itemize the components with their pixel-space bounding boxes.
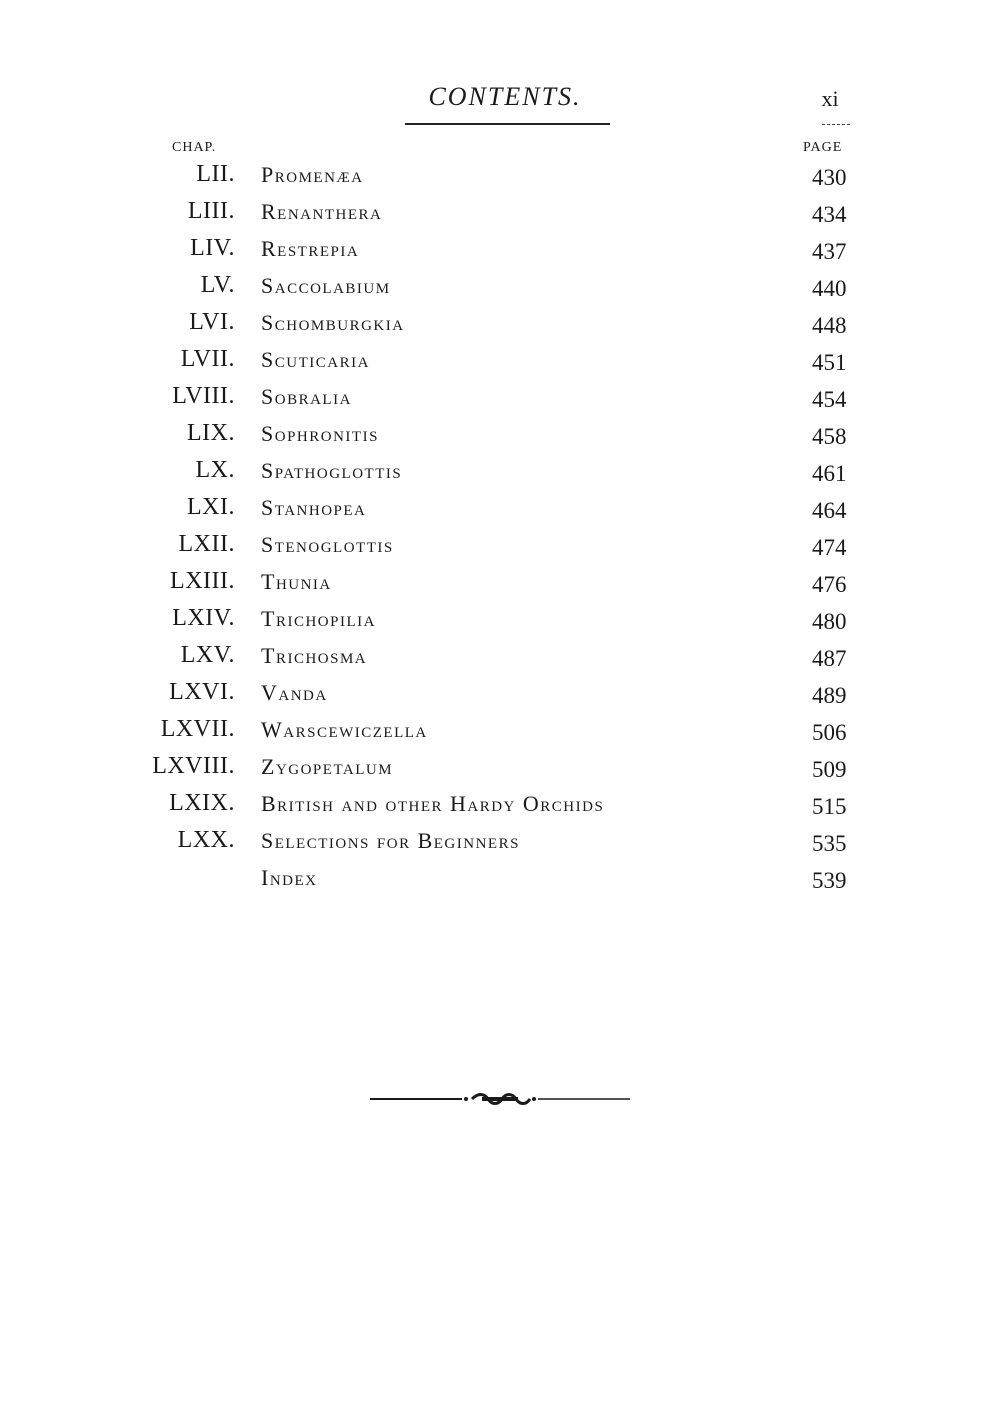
toc-row (0, 750, 1000, 787)
chapter-page: 430 (812, 165, 847, 190)
chapter-title: Saccolabium (261, 273, 391, 298)
table-of-contents (0, 158, 1000, 898)
chapter-title: Selections for Beginners (261, 828, 520, 853)
chapter-number: LVI. (189, 309, 235, 335)
toc-row (0, 565, 1000, 602)
chapter-number: LV. (200, 272, 235, 298)
toc-row (0, 454, 1000, 491)
toc-row (0, 713, 1000, 750)
chapter-title: Index (261, 865, 318, 890)
chapter-page: 434 (812, 202, 847, 227)
chapter-title: Sophronitis (261, 421, 379, 446)
chapter-title: Trichosma (261, 643, 368, 668)
chapter-page: 476 (812, 572, 847, 597)
toc-row (0, 528, 1000, 565)
chapter-title: Zygopetalum (261, 754, 394, 779)
chapter-number: LXVIII. (152, 753, 235, 779)
chapter-number: LXX. (177, 827, 235, 853)
chapter-title: Spathoglottis (261, 458, 403, 483)
chapter-page: 489 (812, 683, 847, 708)
chapter-number: LII. (196, 161, 235, 187)
page-title: CONTENTS. (428, 82, 582, 111)
toc-row (0, 269, 1000, 306)
page-number: xi (821, 86, 839, 111)
chapter-number: LXIX. (169, 790, 235, 816)
chapter-title: Scuticaria (261, 347, 370, 372)
chapter-number: LIII. (187, 198, 235, 224)
chapter-number: LVIII. (172, 383, 235, 409)
chapter-number: LVII. (180, 346, 235, 372)
chapter-page: 515 (812, 794, 847, 819)
chapter-page: 509 (812, 757, 847, 782)
toc-row (0, 417, 1000, 454)
chapter-number: LXVII. (160, 716, 235, 742)
chapter-title: Renanthera (261, 199, 383, 224)
title-underline (405, 123, 610, 125)
chapter-title: Promenæa (261, 162, 364, 187)
chapter-title: Stenoglottis (261, 532, 394, 557)
toc-row (0, 491, 1000, 528)
chapter-title: Restrepia (261, 236, 360, 261)
toc-row (0, 306, 1000, 343)
chapter-page: 458 (812, 424, 847, 449)
chapter-page: 437 (812, 239, 847, 264)
chapter-title: Schomburgkia (261, 310, 405, 335)
chapter-page: 539 (812, 868, 847, 893)
chapter-page: 474 (812, 535, 847, 560)
page-number-rule (822, 124, 850, 125)
toc-row (0, 195, 1000, 232)
chapter-number: LXVI. (169, 679, 235, 705)
toc-row (0, 232, 1000, 269)
chapter-page: 448 (812, 313, 847, 338)
toc-row (0, 824, 1000, 861)
chapter-title: Vanda (261, 680, 328, 705)
toc-row (0, 861, 1000, 898)
toc-row (0, 602, 1000, 639)
toc-row (0, 158, 1000, 195)
chapter-page: 535 (812, 831, 847, 856)
chapter-number: LX. (195, 457, 235, 483)
chapter-title: Thunia (261, 569, 332, 594)
chapter-page: 451 (812, 350, 847, 375)
chapter-title: Trichopilia (261, 606, 376, 631)
chapter-page: 464 (812, 498, 847, 523)
chapter-number: LXIII. (170, 568, 235, 594)
toc-row (0, 639, 1000, 676)
ornament-divider-icon (370, 1089, 630, 1109)
chapter-number: LIV. (190, 235, 235, 261)
chapter-page: 480 (812, 609, 847, 634)
chapter-number: LIX. (187, 420, 235, 446)
chapter-title: Stanhopea (261, 495, 367, 520)
chapter-page: 487 (812, 646, 847, 671)
chapter-page: 454 (812, 387, 847, 412)
chapter-title: British and other Hardy Orchids (261, 791, 605, 816)
chapter-number: LXII. (178, 531, 235, 557)
chapter-title: Warscewiczella (261, 717, 428, 742)
chapter-page: 506 (812, 720, 847, 745)
chapter-page: 440 (812, 276, 847, 301)
chapter-number: LXV. (180, 642, 235, 668)
toc-row (0, 380, 1000, 417)
toc-row (0, 787, 1000, 824)
page-column-header: PAGE (803, 140, 843, 155)
chapter-number: LXIV. (172, 605, 235, 631)
chapter-column-header: CHAP. (172, 140, 217, 155)
chapter-number: LXI. (187, 494, 235, 520)
chapter-title: Sobralia (261, 384, 352, 409)
toc-row (0, 343, 1000, 380)
toc-row (0, 676, 1000, 713)
chapter-page: 461 (812, 461, 847, 486)
